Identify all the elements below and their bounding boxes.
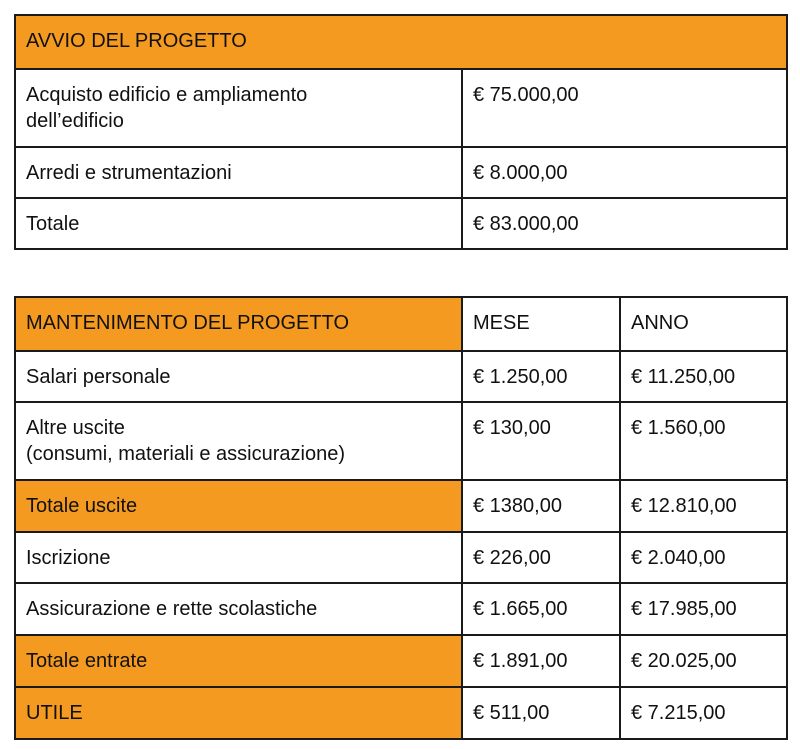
row-label: Arredi e strumentazioni xyxy=(15,147,462,198)
row-mese: € 130,00 xyxy=(462,402,620,480)
row-label: Assicurazione e rette scolastiche xyxy=(15,583,462,635)
row-mese: € 1.665,00 xyxy=(462,583,620,635)
row-label: Totale entrate xyxy=(15,635,462,687)
column-header-anno: ANNO xyxy=(620,297,787,351)
row-mese: € 1.250,00 xyxy=(462,351,620,402)
row-mese: € 1.891,00 xyxy=(462,635,620,687)
avvio-table xyxy=(14,14,788,250)
row-anno: € 1.560,00 xyxy=(620,402,787,480)
row-label: Salari personale xyxy=(15,351,462,402)
mantenimento-header-row xyxy=(15,297,787,351)
row-mese: € 1380,00 xyxy=(462,480,620,532)
avvio-title: AVVIO DEL PROGETTO xyxy=(15,15,787,69)
row-value: € 75.000,00 xyxy=(462,69,787,147)
row-anno: € 7.215,00 xyxy=(620,687,787,739)
table-row xyxy=(15,351,787,402)
row-value: € 8.000,00 xyxy=(462,147,787,198)
row-label: Acquisto edificio e ampliamento dell’edificio xyxy=(15,69,462,147)
column-header-mese: MESE xyxy=(462,297,620,351)
row-label: Iscrizione xyxy=(15,532,462,583)
row-label: Totale uscite xyxy=(15,480,462,532)
table-row xyxy=(15,583,787,635)
row-label: UTILE xyxy=(15,687,462,739)
row-label-line2: (consumi, materiali e assicurazione) xyxy=(26,443,346,465)
row-label xyxy=(15,402,462,480)
row-label: Totale xyxy=(15,198,462,249)
row-anno: € 12.810,00 xyxy=(620,480,787,532)
mantenimento-table xyxy=(14,296,788,740)
row-anno: € 20.025,00 xyxy=(620,635,787,687)
table-row xyxy=(15,687,787,739)
row-anno: € 17.985,00 xyxy=(620,583,787,635)
mantenimento-title: MANTENIMENTO DEL PROGETTO xyxy=(15,297,462,351)
table-row xyxy=(15,480,787,532)
table-row xyxy=(15,532,787,583)
avvio-header-row xyxy=(15,15,787,69)
row-value: € 83.000,00 xyxy=(462,198,787,249)
row-mese: € 226,00 xyxy=(462,532,620,583)
row-label-line1: Altre uscite xyxy=(26,417,125,439)
table-row xyxy=(15,635,787,687)
table-row xyxy=(15,69,787,147)
row-mese: € 511,00 xyxy=(462,687,620,739)
row-anno: € 11.250,00 xyxy=(620,351,787,402)
table-row xyxy=(15,147,787,198)
row-anno: € 2.040,00 xyxy=(620,532,787,583)
table-row xyxy=(15,402,787,480)
table-row xyxy=(15,198,787,249)
